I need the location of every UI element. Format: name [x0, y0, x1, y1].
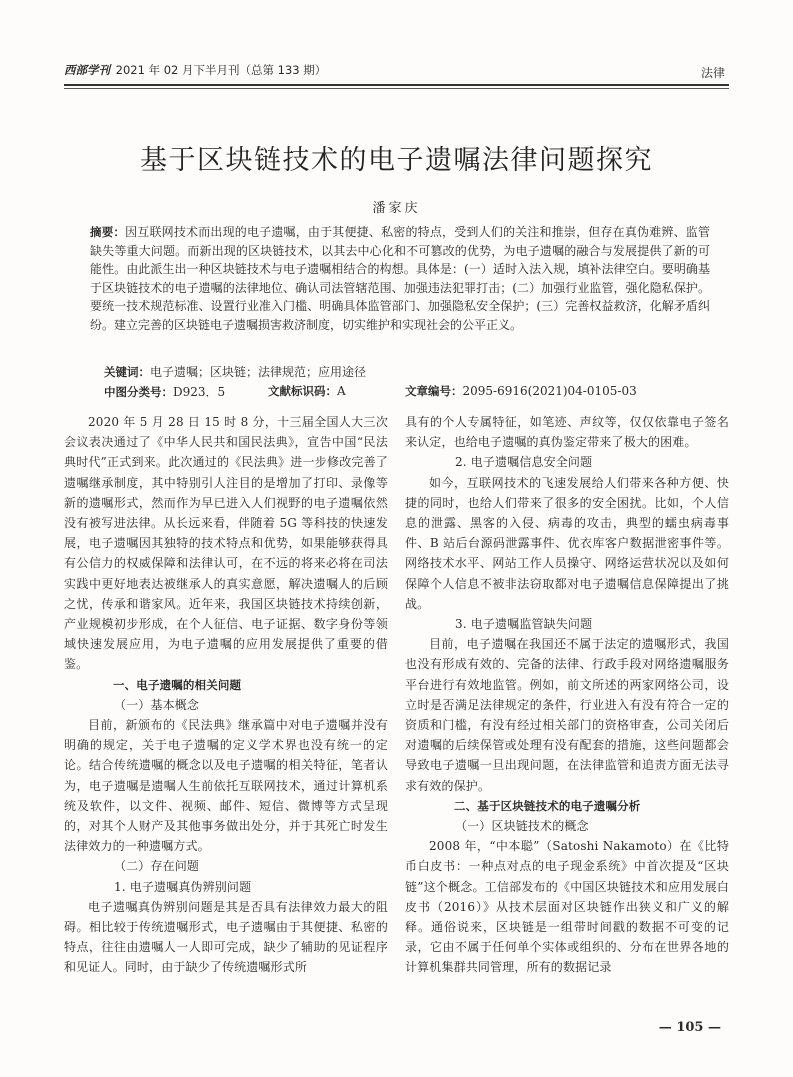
clc-label: 中图分类号： — [104, 385, 173, 399]
subsubsection-heading: 3. 电子遗嘱监管缺失问题 — [455, 617, 593, 632]
keywords-text: 电子遗嘱；区块链；法律规范；应用途径 — [150, 365, 367, 379]
clc-number — [104, 383, 225, 400]
section-label: 法律 — [700, 66, 725, 80]
subsection-heading: （二）存在问题 — [114, 859, 200, 874]
article-title: 基于区块链技术的电子遗嘱法律问题探究 — [140, 145, 653, 176]
keywords — [104, 363, 366, 380]
doc-value: A — [337, 384, 346, 398]
abstract — [90, 223, 710, 335]
abstract-label: 摘要： — [90, 225, 126, 239]
header-rule-thin — [64, 88, 729, 89]
article-label: 文章编号： — [405, 384, 463, 398]
doc-code — [268, 383, 346, 399]
subsubsection-heading: 1. 电子遗嘱真伪辨别问题 — [114, 879, 252, 894]
paragraph: 如今，互联网技术的飞速发展给人们带来各种方便、快捷的同时，也给人们带来了很多的安全困扰。比如，个人信息的泄露、黑客的入侵、病毒的攻击，典型的蠕虫病毒事件、B 站后台源码泄露事件、优衣库客户数据泄密事件等。网络技术水平、网站工作人员操守、网络运营状况以及如何保障个人信息不被非法窃取都对电子遗嘱信息保障提出了挑战。 — [405, 475, 729, 611]
paragraph: 目前，新颁布的《民法典》继承篇中对电子遗嘱并没有明确的规定，关于电子遗嘱的定义学术界也没有统一的定论。结合传统遗嘱的概念以及电子遗嘱的相关特征，笔者认为，电子遗嘱是遗嘱人生前依托互联网技术，通过计算机系统及软件，以文件、视频、邮件、短信、微博等方式呈现的，对其个人财产及其他事务做出处分，并于其死亡时发生法律效力的一种遗嘱方式。 — [64, 718, 388, 854]
abstract-text: 因互联网技术而出现的电子遗嘱，由于其便捷、私密的特点，受到人们的关注和推崇，但存在真伪难辨、监管缺失等重大问题。而新出现的区块链技术，以其去中心化和不可篡改的优势，为电子遗嘱的融合与发展提供了新的可能性。由此派生出一种区块链技术与电子遗嘱相结合的构想。具体是：(一）适时入法入规，填补法律空白。要明确基于区块链技术的电子遗嘱的法律地位、确认司法管辖范围、加强违法犯罪打击；(二）加强行业监管，强化隐私保护。要统一技术规范标准、设置行业准入门槛、明确具体监管部门、加强隐私安全保护；(三）完善权益救济，化解矛盾纠纷。建立完善的区块链电子遗嘱损害救济制度，切实维护和实现社会的公平正义。 — [90, 225, 710, 332]
paragraph: 目前，电子遗嘱在我国还不属于法定的遗嘱形式，我国也没有形成有效的、完备的法律、行政手段对网络遗嘱服务平台进行有效地监管。例如，前文所述的两家网络公司，设立时是否满足法律规定的条件，行业进入有没有符合一定的资质和门槛，有没有经过相关部门的资格审查，公司关闭后对遗嘱的后续保管或处理有没有配套的措施，这些问题都会导致电子遗嘱一旦出现问题，在法律监管和追责方面无法寻求有效的保护。 — [405, 637, 729, 793]
body-right-column — [405, 412, 729, 978]
subsection-heading: （一）基本概念 — [114, 697, 200, 712]
subsubsection-heading: 2. 电子遗嘱信息安全问题 — [455, 455, 593, 470]
section-heading: 一、电子遗嘱的相关问题 — [113, 677, 242, 692]
article-value: 2095-6916(2021)04-0105-03 — [462, 384, 637, 398]
section-heading: 二、基于区块链技术的电子遗嘱分析 — [454, 798, 641, 813]
header-rule — [64, 84, 729, 86]
subsection-heading: （一）区块链技术的概念 — [455, 819, 589, 834]
journal-name: 西部学刊 — [64, 63, 110, 77]
body-left-column — [64, 412, 388, 978]
keywords-label: 关键词： — [104, 365, 150, 379]
author-name: 潘家庆 — [372, 201, 421, 216]
article-number — [405, 383, 637, 399]
paragraph: 2020 年 5 月 28 日 15 时 8 分，十三届全国人大三次会议表决通过了《中华人民共和国民法典》，宣告中国“民法典时代”正式到来。此次通过的《民法典》进一步修改完善了遗嘱继承制度，其中特别引人注目的是增加了打印、录像等新的遗嘱形式，然而作为早已进入人们视野的电子遗嘱依然没有被写进法律。从长远来看，伴随着 5G 等科技的快速发展，电子遗嘱因其独特的技术特点和优势，如果能够获得具有公信力的权威保障和法律认可，在不远的将来必将在司法实践中更好地表达被继承人的真实意愿，解决遗嘱人的后顾之忧，传承和谐家风。近年来，我国区块链技术持续创新，产业规模初步形成，在个人征信、电子证据、数字身份等领域快速发展应用，为电子遗嘱的应用发展提供了重要的借鉴。 — [64, 415, 388, 672]
paragraph: 2008 年，“中本聪”（Satoshi Nakamoto）在《比特币白皮书：一种点对点的电子现金系统》中首次提及“区块链”这个概念。工信部发布的《中国区块链技术和应用发展白皮书（2016）》从技术层面对区块链作出狭义和广义的解释。通俗说来，区块链是一组带时间戳的数据不可变的记录，它由不属于任何单个实体或组织的、分布在世界各地的计算机集群共同管理，所有的数据记录 — [405, 839, 729, 975]
running-header — [64, 62, 326, 78]
doc-label: 文献标识码： — [268, 384, 337, 398]
page-number: — 105 — — [658, 1020, 721, 1035]
issue-info: 2021 年 02 月下半月刊（总第 133 期） — [115, 63, 327, 77]
paragraph-continued: 具有的个人专属特征，如笔迹、声纹等，仅仅依靠电子签名来认定，也给电子遗嘱的真伪鉴定带来了极大的困难。 — [405, 415, 729, 450]
clc-value: D923．5 — [173, 385, 226, 399]
paragraph: 电子遗嘱真伪辨别问题是其是否具有法律效力最大的阻碍。相比较于传统遗嘱形式，电子遗嘱由于其便捷、私密的特点，往往由遗嘱人一人即可完成，缺少了辅助的见证程序和见证人。同时，由于缺少了传统遗嘱形式所 — [64, 899, 388, 975]
